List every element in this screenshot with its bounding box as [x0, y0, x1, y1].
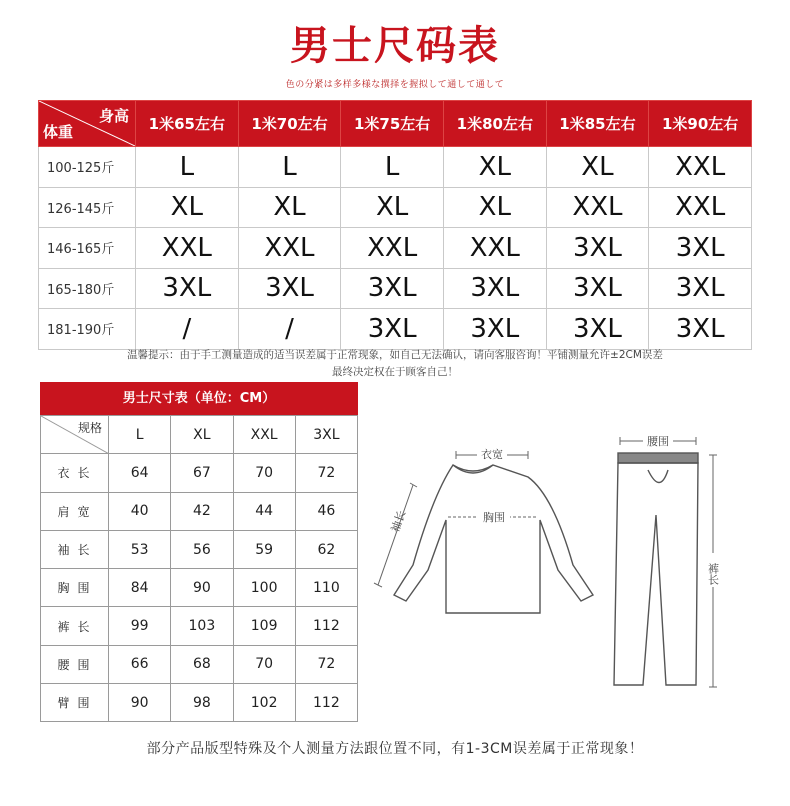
spec-label: 规格	[77, 421, 102, 435]
size-cell: 3XL	[546, 309, 649, 350]
measure-row-label: 衣长	[41, 454, 109, 492]
size-cell: L	[238, 147, 341, 188]
size-cell: XL	[443, 187, 546, 228]
measure-cell: 56	[171, 530, 233, 568]
measure-cell: 67	[171, 454, 233, 492]
garment-measurement-diagram	[368, 425, 748, 725]
height-column-header: 1米70左右	[238, 101, 341, 147]
size-cell: XXL	[443, 228, 546, 269]
size-cell: XXL	[649, 147, 752, 188]
measure-header-row	[41, 416, 358, 454]
measure-cell: 62	[295, 530, 357, 568]
measure-column-header: XL	[171, 416, 233, 454]
table-row	[39, 268, 752, 309]
size-cell: 3XL	[136, 268, 239, 309]
table-row	[41, 454, 358, 492]
measure-cell: 59	[233, 530, 295, 568]
measure-cell: 99	[109, 607, 171, 645]
size-chart-header-row	[39, 101, 752, 147]
height-column-header: 1米85左右	[546, 101, 649, 147]
measure-column-header: L	[109, 416, 171, 454]
measure-cell: 53	[109, 530, 171, 568]
waist-label: 腰围	[647, 435, 669, 448]
measure-row-label: 肩宽	[41, 492, 109, 530]
shirt-diagram	[394, 465, 593, 613]
weight-cell: 165-180斤	[39, 268, 136, 309]
measure-cell: 109	[233, 607, 295, 645]
height-column-header: 1米65左右	[136, 101, 239, 147]
size-cell: 3XL	[341, 268, 444, 309]
sleeve-length-label: 袖长	[388, 508, 409, 535]
measure-cell: 112	[295, 607, 357, 645]
size-cell: 3XL	[546, 228, 649, 269]
size-cell: 3XL	[341, 309, 444, 350]
shoulder-width-label: 衣宽	[481, 448, 503, 461]
table-row	[41, 530, 358, 568]
size-cell: XL	[238, 187, 341, 228]
measure-table	[40, 415, 358, 722]
size-cell: XL	[443, 147, 546, 188]
measure-cell: 64	[109, 454, 171, 492]
size-cell: 3XL	[649, 228, 752, 269]
measure-cell: 70	[233, 454, 295, 492]
measure-cell: 66	[109, 645, 171, 683]
size-chart-corner	[39, 101, 136, 147]
weight-cell: 181-190斤	[39, 309, 136, 350]
pants-length-label: 裤长	[706, 563, 720, 585]
table-row	[41, 492, 358, 530]
table-row	[41, 569, 358, 607]
weight-cell: 100-125斤	[39, 147, 136, 188]
height-column-header: 1米80左右	[443, 101, 546, 147]
measure-row-label: 臂围	[41, 684, 109, 722]
measure-corner	[41, 416, 109, 454]
measure-cell: 110	[295, 569, 357, 607]
size-cell: 3XL	[546, 268, 649, 309]
measure-cell: 112	[295, 684, 357, 722]
measure-cell: 46	[295, 492, 357, 530]
measure-cell: 98	[171, 684, 233, 722]
table-row	[39, 187, 752, 228]
chest-label: 胸围	[483, 511, 505, 524]
measure-cell: 42	[171, 492, 233, 530]
tip-text-final: 最终决定权在于顾客自己！	[332, 366, 458, 378]
tip-text: 温馨提示：由于手工测量造成的适当误差属于正常现象，如自己无法确认，请向客服咨询！平铺测量允许±2CM误差	[127, 349, 663, 361]
size-cell: XXL	[546, 187, 649, 228]
pants-diagram	[614, 453, 698, 685]
size-cell: 3XL	[443, 309, 546, 350]
table-row	[41, 684, 358, 722]
measure-column-header: XXL	[233, 416, 295, 454]
size-cell: XL	[341, 187, 444, 228]
size-cell: L	[136, 147, 239, 188]
height-column-header: 1米75左右	[341, 101, 444, 147]
size-cell: XXL	[136, 228, 239, 269]
table-row	[39, 309, 752, 350]
measure-cell: 72	[295, 645, 357, 683]
measure-table-header: 男士尺寸表（单位：CM）	[40, 382, 358, 415]
measure-cell: 72	[295, 454, 357, 492]
table-row	[41, 645, 358, 683]
measure-cell: 103	[171, 607, 233, 645]
measure-cell: 68	[171, 645, 233, 683]
table-row	[39, 228, 752, 269]
size-cell: XXL	[341, 228, 444, 269]
measure-cell: 40	[109, 492, 171, 530]
height-column-header: 1米90左右	[649, 101, 752, 147]
size-cell: 3XL	[649, 309, 752, 350]
table-row	[39, 147, 752, 188]
weight-cell: 146-165斤	[39, 228, 136, 269]
measure-cell: 90	[109, 684, 171, 722]
measure-column-header: 3XL	[295, 416, 357, 454]
measure-row-label: 裤长	[41, 607, 109, 645]
size-cell: XXL	[238, 228, 341, 269]
measure-cell: 84	[109, 569, 171, 607]
size-cell: L	[341, 147, 444, 188]
measure-row-label: 袖长	[41, 530, 109, 568]
size-cell: 3XL	[443, 268, 546, 309]
size-cell: 3XL	[238, 268, 341, 309]
measure-row-label: 胸围	[41, 569, 109, 607]
size-cell: 3XL	[649, 268, 752, 309]
weight-cell: 126-145斤	[39, 187, 136, 228]
height-label: 身高	[98, 107, 129, 125]
measure-cell: 44	[233, 492, 295, 530]
sleeve-arrow	[374, 483, 417, 587]
measure-cell: 102	[233, 684, 295, 722]
size-cell: /	[136, 309, 239, 350]
weight-label: 体重	[43, 123, 74, 141]
measure-cell: 100	[233, 569, 295, 607]
measure-row-label: 腰围	[41, 645, 109, 683]
measure-cell: 70	[233, 645, 295, 683]
size-cell: XXL	[649, 187, 752, 228]
table-row	[41, 607, 358, 645]
page-title: 男士尺码表	[290, 23, 500, 69]
measure-cell: 90	[171, 569, 233, 607]
size-cell: XL	[136, 187, 239, 228]
size-chart-table	[38, 100, 752, 350]
footer-note: 部分产品版型特殊及个人测量方法跟位置不同，有1-3CM误差属于正常现象！	[146, 741, 644, 757]
page-subtitle: 色の分紧は多样多様な撰择を握拟して通して通して	[285, 80, 505, 90]
size-cell: XL	[546, 147, 649, 188]
size-cell: /	[238, 309, 341, 350]
